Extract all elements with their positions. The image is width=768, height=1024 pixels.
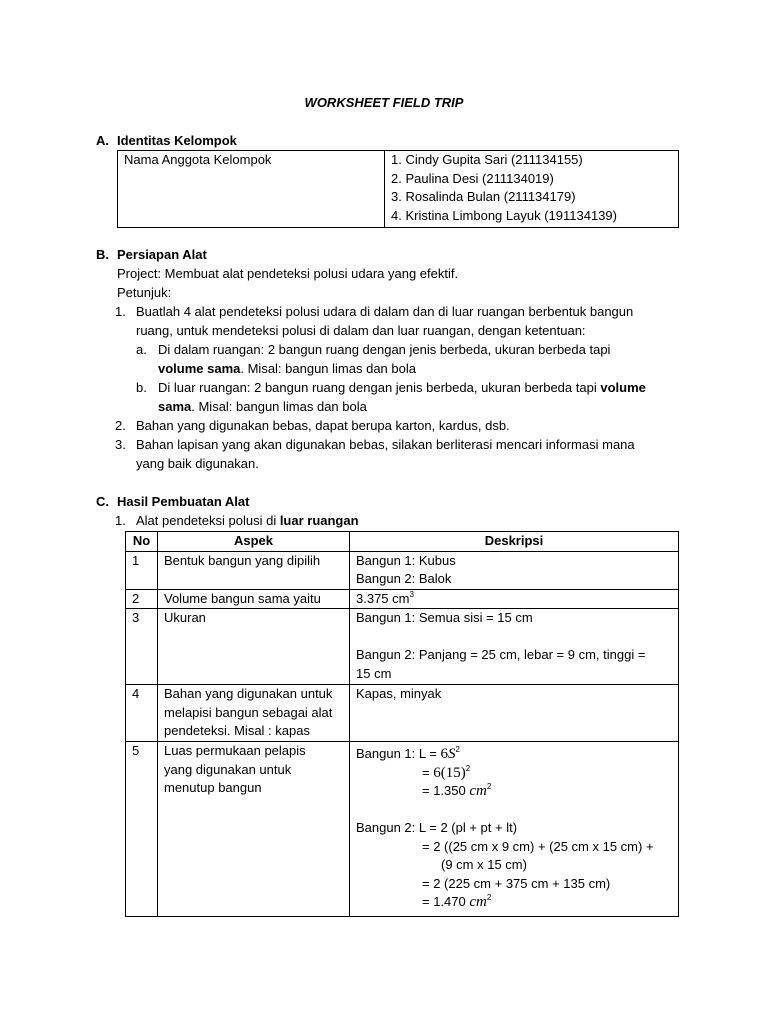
- item-1a-rest: . Misal: bangun limas dan bola: [240, 361, 416, 376]
- row-aspek: Bentuk bangun yang dipilih: [158, 551, 350, 589]
- identity-table: [117, 150, 679, 228]
- desc-line: Bangun 1: Kubus: [356, 552, 456, 568]
- blank-line: [356, 628, 672, 647]
- table-header-row: [126, 532, 679, 552]
- luar-ruangan-bold: luar ruangan: [279, 513, 359, 528]
- item-1-number: 1.: [115, 304, 126, 319]
- row-no: 4: [126, 685, 158, 742]
- row-deskripsi: Kapas, minyak: [350, 685, 679, 742]
- math-exponent: 2: [455, 745, 460, 754]
- section-c-letter: C.: [96, 494, 109, 509]
- member-item: 2. Paulina Desi (211134019): [391, 170, 554, 186]
- header-no: No: [126, 532, 158, 552]
- item-1b-line-2: [158, 398, 367, 417]
- row-aspek: [158, 742, 350, 917]
- calc-result: = 1.350: [422, 783, 470, 798]
- header-aspek: Aspek: [158, 532, 350, 552]
- blank-line: [356, 801, 672, 820]
- item-2-number: 2.: [115, 418, 126, 433]
- math-expr: 6(15): [433, 764, 466, 781]
- calc-prefix: Bangun 1: L =: [356, 746, 441, 761]
- sub-1-number: 1.: [115, 513, 126, 528]
- calc-line: Bangun 2: L = 2 (pl + pt + lt): [356, 820, 518, 835]
- calc-line: (9 cm x 15 cm): [441, 857, 527, 872]
- calc-line: [356, 893, 672, 912]
- section-b-title: Persiapan Alat: [117, 247, 207, 262]
- aspek-line: Bahan yang digunakan untuk: [164, 686, 333, 701]
- item-1b-letter: b.: [136, 380, 147, 395]
- row-no: 5: [126, 742, 158, 917]
- item-1-line-2: ruang, untuk mendeteksi polusi di dalam dan luar ruangan, dengan ketentuan:: [136, 323, 586, 338]
- aspek-line: Luas permukaan pelapis: [164, 743, 306, 758]
- table-row: [126, 589, 679, 609]
- calc-result: = 1.470: [422, 894, 470, 909]
- row-no: 3: [126, 609, 158, 685]
- section-b-letter: B.: [96, 247, 109, 262]
- math-exponent: 2: [486, 782, 492, 791]
- math-unit: cm: [469, 894, 487, 910]
- math-six: 6: [440, 746, 448, 762]
- volume-sama-bold: volume sama: [158, 361, 241, 376]
- calc-eq: =: [422, 764, 434, 780]
- math-exponent: 2: [465, 763, 471, 773]
- table-row: [126, 609, 679, 685]
- table-row: [126, 742, 679, 917]
- math-s: S: [447, 746, 456, 762]
- section-a-title: Identitas Kelompok: [117, 133, 237, 148]
- row-no: 1: [126, 551, 158, 589]
- calc-line: = 2 (225 cm + 375 cm + 135 cm): [422, 875, 611, 891]
- header-deskripsi: Deskripsi: [350, 532, 679, 552]
- section-a-heading: [96, 132, 237, 151]
- aspek-line: melapisi bangun sebagai alat: [164, 704, 333, 720]
- section-a-letter: A.: [96, 133, 109, 148]
- calc-line: [356, 782, 672, 801]
- table-row: [126, 685, 679, 742]
- page-title: WORKSHEET FIELD TRIP: [304, 95, 464, 110]
- aspek-line: yang digunakan untuk: [164, 761, 292, 777]
- member-item: 1. Cindy Gupita Sari (211134155): [391, 152, 583, 167]
- math-exponent: 2: [486, 893, 492, 902]
- table-row: [126, 551, 679, 589]
- sama-bold: sama: [158, 399, 192, 414]
- sub-1-title: [136, 512, 359, 531]
- project-text: Project: Membuat alat pendeteksi polusi udara yang efektif.: [117, 266, 459, 281]
- item-3-number: 3.: [115, 437, 126, 452]
- desc-line: Bangun 2: Panjang = 25 cm, lebar = 9 cm, tinggi =: [356, 647, 646, 662]
- section-c-heading: [96, 493, 249, 512]
- calc-line: [356, 745, 672, 764]
- aspek-line: menutup bangun: [164, 780, 262, 795]
- calc-line: [356, 764, 672, 783]
- item-3-line-1: Bahan lapisan yang akan digunakan bebas, silakan berliterasi mencari informasi mana: [136, 437, 635, 452]
- item-2-text: Bahan yang digunakan bebas, dapat berupa karton, kardus, dsb.: [136, 418, 510, 433]
- item-1-line-1: Buatlah 4 alat pendeteksi polusi udara di dalam dan di luar ruangan berbentuk bangun: [136, 304, 634, 319]
- item-1b-line-1: [158, 379, 646, 398]
- item-1b-text: Di luar ruangan: 2 bangun ruang dengan jenis berbeda, ukuran berbeda tapi: [158, 380, 597, 395]
- row-deskripsi: [350, 609, 679, 685]
- member-item: 4. Kristina Limbong Layuk (191134139): [391, 207, 617, 223]
- aspek-line: pendeteksi. Misal : kapas: [164, 723, 310, 738]
- section-c-title: Hasil Pembuatan Alat: [117, 494, 250, 509]
- section-b-heading: [96, 246, 207, 265]
- row-deskripsi: [350, 551, 679, 589]
- member-list: [385, 151, 679, 228]
- item-3-line-2: yang baik digunakan.: [136, 456, 259, 471]
- row-deskripsi: [350, 742, 679, 917]
- calc-line: = 2 ((25 cm x 9 cm) + (25 cm x 15 cm) +: [422, 838, 654, 854]
- desc-line: 15 cm: [356, 665, 392, 681]
- item-1b-rest: . Misal: bangun limas dan bola: [191, 399, 367, 414]
- petunjuk-label: Petunjuk:: [117, 285, 172, 300]
- sub-1-text: Alat pendeteksi polusi di: [136, 513, 280, 528]
- results-table: [125, 531, 679, 917]
- identity-label: Nama Anggota Kelompok: [118, 151, 385, 228]
- volume-bold: volume: [600, 380, 646, 395]
- volume-exponent: 3: [409, 589, 414, 599]
- row-aspek: Ukuran: [158, 609, 350, 685]
- desc-line: Bangun 1: Semua sisi = 15 cm: [356, 610, 533, 625]
- row-no: 2: [126, 589, 158, 609]
- member-item: 3. Rosalinda Bulan (211134179): [391, 189, 576, 204]
- item-1a-line-1: Di dalam ruangan: 2 bangun ruang dengan jenis berbeda, ukuran berbeda tapi: [158, 342, 611, 357]
- item-1a-letter: a.: [136, 342, 147, 357]
- volume-value: 3.375 cm: [356, 590, 410, 606]
- row-aspek: Volume bangun sama yaitu: [158, 589, 350, 609]
- row-aspek: [158, 685, 350, 742]
- math-unit: cm: [469, 783, 487, 799]
- desc-line: Bangun 2: Balok: [356, 571, 452, 586]
- row-deskripsi: [350, 589, 679, 609]
- item-1a-line-2: [158, 360, 416, 379]
